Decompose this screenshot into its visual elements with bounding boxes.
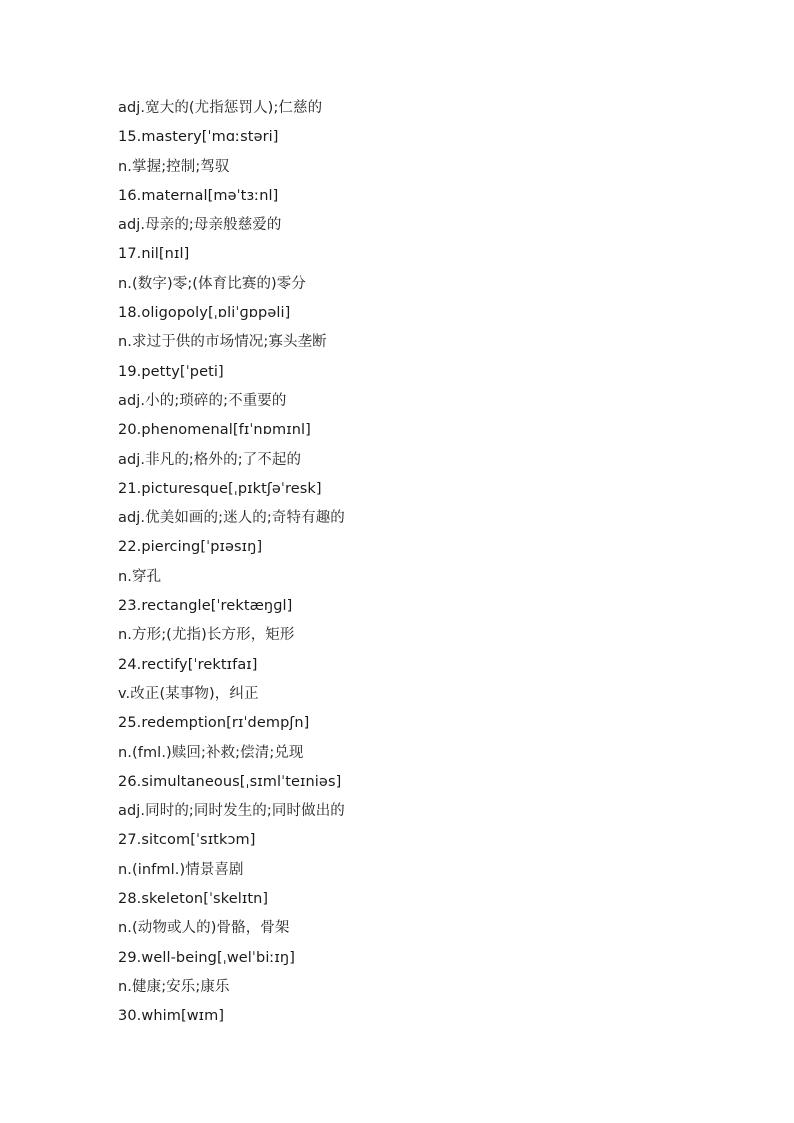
word-entry: 22.piercing[ˈpɪəsɪŋ] [118,539,263,556]
definition-line: adj.母亲的;母亲般慈爱的 [118,217,282,234]
word-entry: 23.rectangle[ˈrektæŋɡl] [118,598,293,615]
word-entry: 16.maternal[məˈtɜːnl] [118,187,279,204]
definition-line: adj.非凡的;格外的;了不起的 [118,451,302,468]
word-entry: 24.rectify[ˈrektɪfaɪ] [118,656,258,673]
word-entry: 25.redemption[rɪˈdempʃn] [118,715,310,732]
vocabulary-list [118,94,738,1032]
word-entry: 30.whim[wɪm] [118,1008,225,1025]
definition-line: adj.同时的;同时发生的;同时做出的 [118,803,345,820]
definition-line: n.穿孔 [118,568,162,585]
definition-line: n.(fml.)赎回;补救;偿清;兑现 [118,744,304,761]
word-entry: 21.picturesque[ˌpɪktʃəˈresk] [118,480,322,497]
word-entry: 17.nil[nɪl] [118,246,190,263]
definition-line: adj.宽大的(尤指惩罚人);仁慈的 [118,100,323,116]
word-entry: 26.simultaneous[ˌsɪmlˈteɪniəs] [118,773,342,790]
definition-line: n.(infml.)情景喜剧 [118,861,244,878]
definition-line: n.方形;(尤指)长方形，矩形 [118,627,295,644]
word-entry: 15.mastery[ˈmɑːstəri] [118,129,279,146]
definition-line: n.(数字)零;(体育比赛的)零分 [118,275,307,292]
definition-line: n.(动物或人的)骨骼，骨架 [118,920,290,937]
word-entry: 18.oligopoly[ˌɒliˈɡɒpəli] [118,305,291,322]
definition-line: n.掌握;控制;驾驭 [118,158,230,175]
definition-line: adj.小的;琐碎的;不重要的 [118,392,287,409]
word-entry: 28.skeleton[ˈskelɪtn] [118,891,269,908]
word-entry: 27.sitcom[ˈsɪtkɔm] [118,832,256,849]
definition-line: adj.优美如画的;迷人的;奇特有趣的 [118,510,345,527]
word-entry: 20.phenomenal[fɪˈnɒmɪnl] [118,422,311,439]
word-entry: 19.petty[ˈpeti] [118,363,224,380]
definition-line: n.健康;安乐;康乐 [118,978,230,995]
word-entry: 29.well-being[ˌwelˈbiːɪŋ] [118,949,295,966]
definition-line: v.改正(某事物)，纠正 [118,685,259,702]
definition-line: n.求过于供的市场情况;寡头垄断 [118,334,327,351]
